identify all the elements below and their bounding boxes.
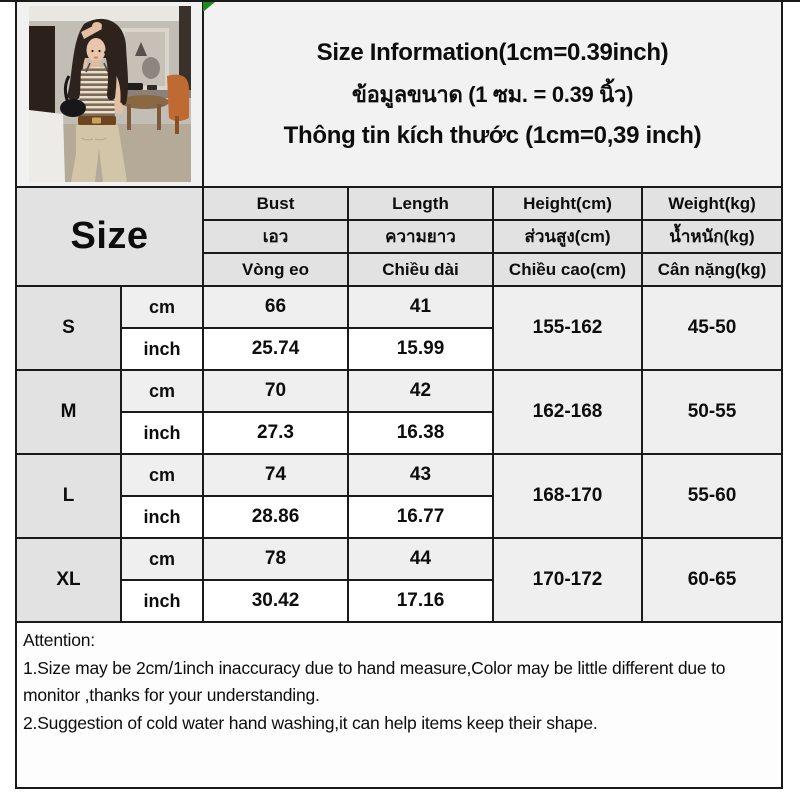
attention-note-1: 1.Size may be 2cm/1inch inaccuracy due to hand measure,Color may be little different due to monitor ,thanks for your understanding. <box>23 657 726 705</box>
title-thai: ข้อมูลขนาด (1 ซม. = 0.39 นิ้ว) <box>351 81 634 107</box>
cell-xl-length-inch: 17.16 <box>349 581 492 621</box>
cell-m-bust-cm: 70 <box>204 371 347 411</box>
unit-label-inch: inch <box>122 497 202 537</box>
attention-heading: Attention: <box>23 630 95 650</box>
unit-label-inch: inch <box>122 413 202 453</box>
cell-xl-bust-cm: 78 <box>204 539 347 579</box>
header-bust-vi: Vòng eo <box>204 254 347 285</box>
header-length-en: Length <box>349 188 492 219</box>
cell-s-weight: 45-50 <box>643 287 781 369</box>
size-row-label-m: M <box>17 371 120 453</box>
cell-l-weight: 55-60 <box>643 455 781 537</box>
product-photo-cell <box>17 2 202 186</box>
cell-m-length-inch: 16.38 <box>349 413 492 453</box>
cell-l-bust-cm: 74 <box>204 455 347 495</box>
unit-label-cm: cm <box>122 371 202 411</box>
cell-l-height: 168-170 <box>494 455 641 537</box>
size-column-header: Size <box>17 188 202 285</box>
size-row-label-s: S <box>17 287 120 369</box>
cell-xl-height: 170-172 <box>494 539 641 621</box>
attention-note-2: 2.Suggestion of cold water hand washing,it can help items keep their shape. <box>23 712 598 733</box>
cell-m-weight: 50-55 <box>643 371 781 453</box>
cell-l-length-inch: 16.77 <box>349 497 492 537</box>
header-bust-th: เอว <box>204 221 347 252</box>
header-weight-en: Weight(kg) <box>643 188 781 219</box>
title-vietnamese: Thông tin kích thước (1cm=0,39 inch) <box>283 121 702 149</box>
unit-label-inch: inch <box>122 581 202 621</box>
cell-s-bust-inch: 25.74 <box>204 329 347 369</box>
unit-label-cm: cm <box>122 455 202 495</box>
cell-xl-bust-inch: 30.42 <box>204 581 347 621</box>
cell-m-length-cm: 42 <box>349 371 492 411</box>
header-weight-vi: Cân nặng(kg) <box>643 254 781 285</box>
cell-m-bust-inch: 27.3 <box>204 413 347 453</box>
green-corner-marker-icon <box>203 2 215 12</box>
header-length-th: ความยาว <box>349 221 492 252</box>
cell-m-height: 162-168 <box>494 371 641 453</box>
unit-label-inch: inch <box>122 329 202 369</box>
cell-xl-weight: 60-65 <box>643 539 781 621</box>
size-chart-sheet <box>15 0 783 789</box>
product-photo <box>29 6 191 182</box>
unit-label-cm: cm <box>122 539 202 579</box>
cell-s-bust-cm: 66 <box>204 287 347 327</box>
header-length-vi: Chiều dài <box>349 254 492 285</box>
attention-section <box>17 623 781 787</box>
cell-s-length-inch: 15.99 <box>349 329 492 369</box>
header-height-en: Height(cm) <box>494 188 641 219</box>
cell-s-length-cm: 41 <box>349 287 492 327</box>
header-height-vi: Chiều cao(cm) <box>494 254 641 285</box>
title-block <box>204 2 781 186</box>
cell-l-bust-inch: 28.86 <box>204 497 347 537</box>
header-bust-en: Bust <box>204 188 347 219</box>
size-row-label-l: L <box>17 455 120 537</box>
unit-label-cm: cm <box>122 287 202 327</box>
size-row-label-xl: XL <box>17 539 120 621</box>
header-height-th: ส่วนสูง(cm) <box>494 221 641 252</box>
header-weight-th: น้ำหนัก(kg) <box>643 221 781 252</box>
cell-l-length-cm: 43 <box>349 455 492 495</box>
title-english: Size Information(1cm=0.39inch) <box>316 38 669 66</box>
cell-xl-length-cm: 44 <box>349 539 492 579</box>
cell-s-height: 155-162 <box>494 287 641 369</box>
